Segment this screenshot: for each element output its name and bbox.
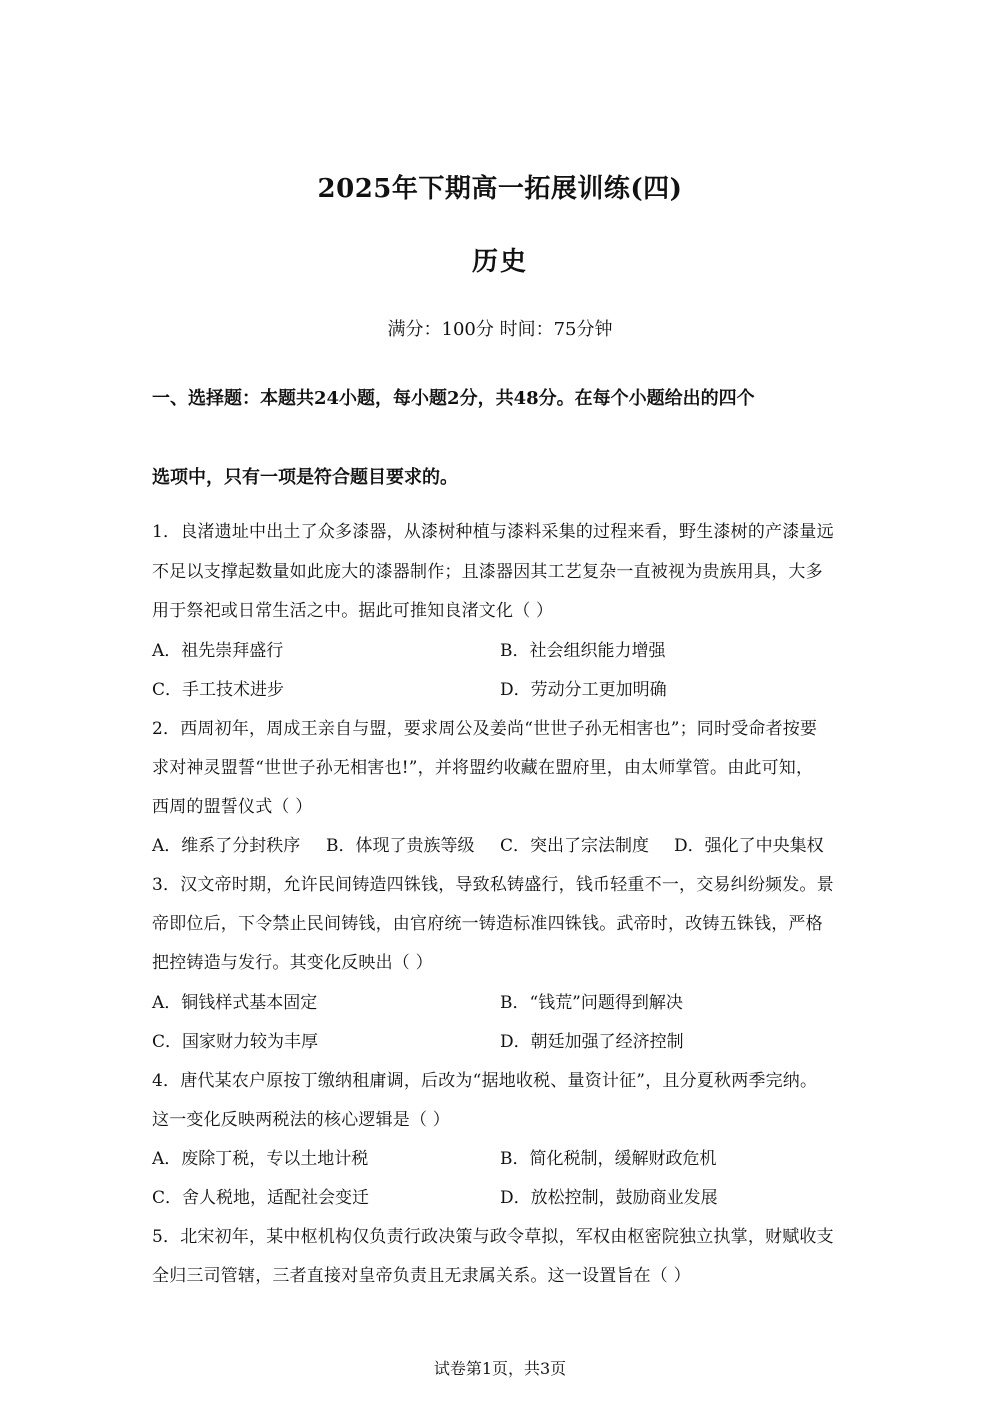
- question-3-line-3: 把控铸造与发行。其变化反映出（ ）: [152, 953, 433, 973]
- question-2-line-1: 2．西周初年，周成王亲自与盟，要求周公及姜尚“世世子孙无相害也”；同时受命者按要: [152, 719, 818, 739]
- question-1-line-1: 1．良渚遗址中出土了众多漆器，从漆树种植与漆料采集的过程来看，野生漆树的产漆量远: [152, 522, 834, 542]
- section-heading-line-1: 一、选择题：本题共24小题，每小题2分，共48分。在每个小题给出的四个: [152, 388, 755, 409]
- question-1-line-2: 不足以支撑起数量如此庞大的漆器制作；且漆器因其工艺复杂一直被视为贵族用具，大多: [152, 562, 823, 582]
- question-3-option-c: C．国家财力较为丰厚: [152, 1032, 319, 1052]
- question-3-line-2: 帝即位后，下令禁止民间铸钱，由官府统一铸造标准四铢钱。武帝时，改铸五铢钱，严格: [152, 914, 823, 934]
- question-3-option-a: A．铜钱样式基本固定: [152, 993, 318, 1013]
- question-2-option-d: D．强化了中央集权: [674, 836, 824, 856]
- section-heading-line-2: 选项中，只有一项是符合题目要求的。: [152, 467, 458, 488]
- question-5-line-2: 全归三司管辖，三者直接对皇帝负责且无隶属关系。这一设置旨在（ ）: [152, 1266, 691, 1286]
- question-3-line-1: 3．汉文帝时期，允许民间铸造四铢钱，导致私铸盛行，钱币轻重不一，交易纠纷频发。景: [152, 875, 834, 895]
- question-2-option-b: B．体现了贵族等级: [326, 836, 475, 856]
- question-1-option-c: C．手工技术进步: [152, 680, 285, 700]
- question-4-option-a: A．废除丁税，专以土地计税: [152, 1149, 369, 1169]
- question-1-option-a: A．祖先崇拜盛行: [152, 641, 284, 661]
- question-4-option-b: B．简化税制，缓解财政危机: [500, 1149, 717, 1169]
- question-2-line-2: 求对神灵盟誓“世世子孙无相害也!”，并将盟约收藏在盟府里，由太师掌管。由此可知，: [152, 758, 814, 778]
- question-4-line-2: 这一变化反映两税法的核心逻辑是（ ）: [152, 1110, 451, 1130]
- exam-meta: 满分：100分 时间：75分钟: [387, 319, 613, 340]
- exam-title: 2025年下期高一拓展训练(四): [317, 174, 683, 204]
- page-footer: 试卷第1页，共3页: [433, 1359, 567, 1378]
- question-1-line-3: 用于祭祀或日常生活之中。据此可推知良渚文化（ ）: [152, 601, 554, 621]
- question-4-option-d: D．放松控制，鼓励商业发展: [500, 1188, 718, 1208]
- exam-subject: 历史: [471, 247, 528, 277]
- question-2-option-a: A．维系了分封秩序: [152, 836, 301, 856]
- question-4-line-1: 4．唐代某农户原按丁缴纳租庸调，后改为“据地收税、量资计征”，且分夏秋两季完纳。: [152, 1071, 818, 1091]
- question-3-option-b: B．“钱荒”问题得到解决: [500, 993, 683, 1013]
- question-3-option-d: D．朝廷加强了经济控制: [500, 1032, 684, 1052]
- question-1-option-d: D．劳动分工更加明确: [500, 680, 667, 700]
- question-2-line-3: 西周的盟誓仪式（ ）: [152, 797, 313, 817]
- question-5-line-1: 5．北宋初年，某中枢机构仅负责行政决策与政令草拟，军权由枢密院独立执掌，财赋收支: [152, 1227, 834, 1247]
- question-2-option-c: C．突出了宗法制度: [500, 836, 650, 856]
- question-1-option-b: B．社会组织能力增强: [500, 641, 666, 661]
- question-4-option-c: C．舍人税地，适配社会变迁: [152, 1188, 370, 1208]
